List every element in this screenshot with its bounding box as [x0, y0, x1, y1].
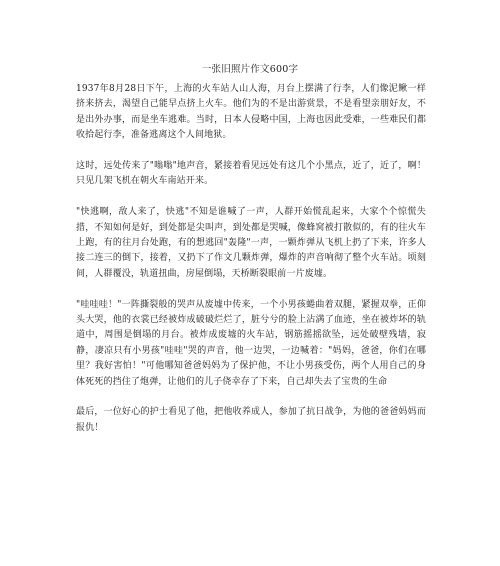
document-body — [76, 82, 426, 452]
paragraph-3: "快逃啊，敌人来了，快逃"不知是谁喊了一声，人群开始慌乱起来，大家个个惊慌失措，不知如何是好，到处都是尖叫声，到处都是哭喊，像蜂窝被打散似的，有的往火车上跑，有的往月台处跑，有的想逃回"轰隆"一声，一颗炸弹从飞机上扔了下来，许多人接二连三的倒下，接着，又扔下了作文几颗炸弹，爆炸的声音响彻了整个火车站。顷刻间，人群覆没，轨道扭曲，房屋倒塌，天桥断裂眼前一片废墟。 — [76, 207, 426, 279]
paragraph-5: 最后，一位好心的护士看见了他，把他收养成人，参加了抗日战争，为他的爸爸妈妈而报仇！ — [76, 407, 426, 433]
document-title: 一张旧照片作文600字 — [201, 64, 299, 75]
paragraph-2: 这时，远处传来了"嗡嗡"地声音，紧接着看见远处有这几个小黑点，近了，近了，啊！只见几架飞机在朝火车南站开来。 — [76, 161, 426, 187]
paragraph-1: 1937年8月28日下午，上海的火车站人山人海，月台上摆满了行李，人们像泥鳅一样挤来挤去，渴望自己能早点挤上火车。他们为的不是出游赏景，不是看望亲朋好友，不是出外办事，而是坐车逃难。当时，日本人侵略中国，上海也因此受难，一些难民们都收拾起行李，准备逃离这个人间地狱。 — [76, 84, 426, 141]
paragraph-4: "哇哇哇！"一阵撕裂般的哭声从废墟中传来，一个小男孩蜷曲着双腿，紧握双拳，正仰头大哭，他的衣裳已经被炸成破破烂烂了，脏兮兮的脸上沾满了血迹，坐在被炸坏的轨道中，周围是倒塌的月台。被炸成废墟的火车站，钢筋摇摇欲坠，远处破壁残墙，寂静，凄凉只有小男孩"哇哇"哭的声音，他一边哭，一边喊着："妈妈，爸爸，你们在哪里？我好害怕！"可他哪知爸爸妈妈为了保护他，不让小男孩受伤，两个人用自己的身体死死的挡住了炮弹，让他们的儿子侥幸存了下来，自己却失去了宝贵的生命 — [76, 299, 426, 387]
